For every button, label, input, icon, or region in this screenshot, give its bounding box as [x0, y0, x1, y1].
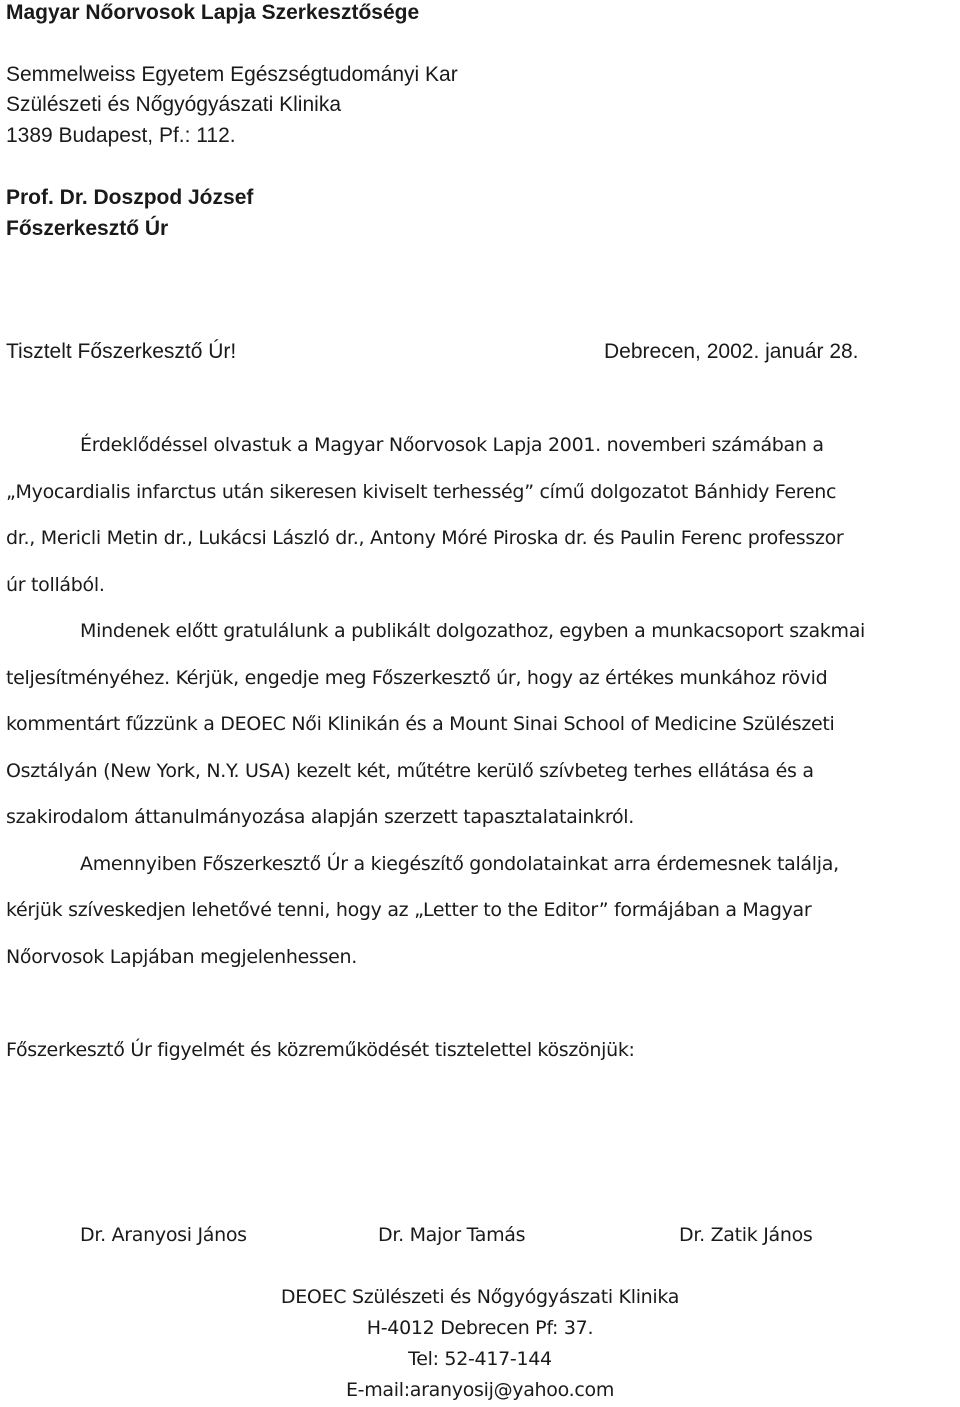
paragraph-3-line-3: Nőorvosok Lapjában megjelenhessen.	[6, 946, 358, 968]
place-date: Debrecen, 2002. január 28.	[604, 340, 859, 363]
recipient-name: Prof. Dr. Doszpod József	[6, 186, 254, 209]
paragraph-2-line-5: szakirodalom áttanulmányozása alapján szerzett tapasztalatainkról.	[6, 806, 635, 828]
paragraph-2-line-2: teljesítményéhez. Kérjük, engedje meg Főszerkesztő úr, hogy az értékes munkához rövid	[6, 667, 828, 689]
paragraph-1-line-1: Érdeklődéssel olvastuk a Magyar Nőorvosok Lapja 2001. novemberi számában a	[80, 434, 824, 456]
footer-phone: Tel: 52-417-144	[408, 1348, 552, 1370]
closing-sentence: Főszerkesztő Úr figyelmét és közreműködését tisztelettel köszönjük:	[6, 1039, 635, 1061]
footer-email: E-mail:aranyosij@yahoo.com	[345, 1379, 615, 1401]
greeting: Tisztelt Főszerkesztő Úr!	[6, 340, 237, 363]
signatory-1: Dr. Aranyosi János	[80, 1224, 247, 1246]
address-line-1: Semmelweiss Egyetem Egészségtudományi Kar	[6, 63, 458, 86]
signatory-3: Dr. Zatik János	[679, 1224, 813, 1246]
paragraph-1-line-2: „Myocardialis infarctus után sikeresen kiviselt terhesség” című dolgozatot Bánhidy Ferenc	[6, 481, 837, 503]
paragraph-2-line-3: kommentárt fűzzünk a DEOEC Női Klinikán és a Mount Sinai School of Medicine Szülészeti	[6, 713, 835, 735]
address-line-2: Szülészeti és Nőgyógyászati Klinika	[6, 93, 341, 116]
recipient-title: Főszerkesztő Úr	[6, 217, 169, 240]
signatory-2: Dr. Major Tamás	[378, 1224, 526, 1246]
letter-heading: Magyar Nőorvosok Lapja Szerkesztősége	[6, 1, 420, 24]
footer-address: H-4012 Debrecen Pf: 37.	[366, 1317, 594, 1339]
paragraph-1-line-3: dr., Mericli Metin dr., Lukácsi László dr., Antony Móré Piroska dr. és Paulin Ferenc professzor	[6, 527, 844, 549]
paragraph-3-line-2: kérjük szíveskedjen lehetővé tenni, hogy az „Letter to the Editor” formájában a Magyar	[6, 899, 812, 921]
address-line-3: 1389 Budapest, Pf.: 112.	[6, 124, 236, 147]
paragraph-2-line-1: Mindenek előtt gratulálunk a publikált dolgozathoz, egyben a munkacsoport szakmai	[80, 620, 866, 642]
paragraph-1-line-4: úr tollából.	[6, 574, 105, 596]
footer-institution: DEOEC Szülészeti és Nőgyógyászati Klinika	[280, 1286, 680, 1308]
paragraph-2-line-4: Osztályán (New York, N.Y. USA) kezelt két, műtétre kerülő szívbeteg terhes ellátása és a	[6, 760, 814, 782]
paragraph-3-line-1: Amennyiben Főszerkesztő Úr a kiegészítő gondolatainkat arra érdemesnek találja,	[80, 853, 839, 875]
